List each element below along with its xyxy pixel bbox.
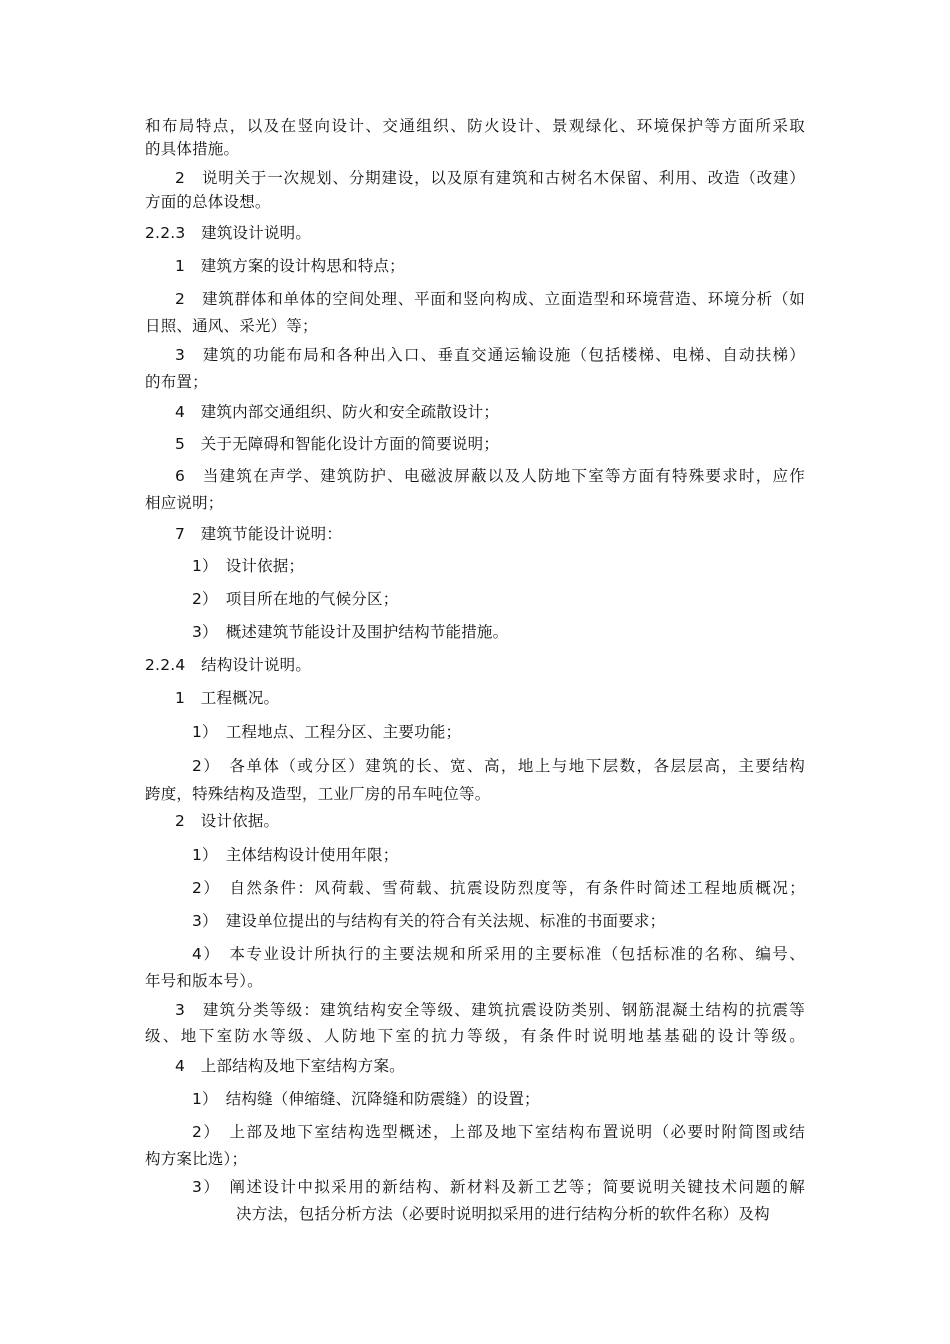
- text-line: 和布局特点，以及在竖向设计、交通组织、防火设计、景观绿化、环境保护等方面所采取: [145, 117, 805, 135]
- text-line: 2） 各单体（或分区）建筑的长、宽、高，地上与地下层数，各层层高，主要结构: [192, 757, 805, 775]
- section-heading: 2.2.3 建筑设计说明。: [145, 224, 312, 242]
- text-line: 级、地下室防水等级、人防地下室的抗力等级，有条件时说明地基基础的设计等级。: [145, 1027, 805, 1045]
- text-line: 3） 阐述设计中拟采用的新结构、新材料及新工艺等；简要说明关键技术问题的解: [192, 1178, 805, 1196]
- text-line: 日照、通风、采光）等；: [145, 317, 318, 335]
- text-line: 3 建筑的功能布局和各种出入口、垂直交通运输设施（包括楼梯、电梯、自动扶梯）: [175, 346, 805, 364]
- text-line: 3） 概述建筑节能设计及围护结构节能措施。: [192, 623, 509, 641]
- text-line: 1） 工程地点、工程分区、主要功能；: [192, 723, 462, 741]
- text-line: 的布置；: [145, 373, 208, 391]
- text-line: 2） 自然条件：风荷载、雪荷载、抗震设防烈度等，有条件时简述工程地质概况；: [192, 879, 805, 897]
- text-line: 方面的总体设想。: [145, 193, 271, 211]
- text-line: 2 设计依据。: [175, 812, 280, 830]
- text-line: 1） 结构缝（伸缩缝、沉降缝和防震缝）的设置；: [192, 1090, 540, 1108]
- text-line: 1） 设计依据；: [192, 557, 305, 575]
- text-line: 4 建筑内部交通组织、防火和安全疏散设计；: [175, 403, 500, 421]
- text-line: 2 说明关于一次规划、分期建设，以及原有建筑和古树名木保留、利用、改造（改建）: [175, 169, 805, 187]
- text-line: 构方案比选）；: [145, 1150, 248, 1168]
- text-line: 年号和版本号）。: [145, 972, 263, 990]
- text-line: 2） 项目所在地的气候分区；: [192, 590, 399, 608]
- text-line: 跨度，特殊结构及造型，工业厂房的吊车吨位等。: [145, 785, 491, 803]
- section-heading: 2.2.4 结构设计说明。: [145, 656, 312, 674]
- text-line: 4 上部结构及地下室结构方案。: [175, 1057, 405, 1075]
- text-line: 1） 主体结构设计使用年限；: [192, 846, 399, 864]
- text-line: 的具体措施。: [145, 140, 240, 158]
- text-line: 决方法，包括分析方法（必要时说明拟采用的进行结构分析的软件名称）及构: [236, 1205, 770, 1223]
- text-line: 5 关于无障碍和智能化设计方面的简要说明；: [175, 435, 500, 453]
- text-line: 2 建筑群体和单体的空间处理、平面和竖向构成、立面造型和环境营造、环境分析（如: [175, 290, 805, 308]
- text-line: 3） 建设单位提出的与结构有关的符合有关法规、标准的书面要求；: [192, 912, 666, 930]
- text-line: 3 建筑分类等级：建筑结构安全等级、建筑抗震设防类别、钢筋混凝土结构的抗震等: [175, 1001, 805, 1019]
- text-line: 2） 上部及地下室结构选型概述，上部及地下室结构布置说明（必要时附简图或结: [192, 1123, 805, 1141]
- text-line: 4） 本专业设计所执行的主要法规和所采用的主要标准（包括标准的名称、编号、: [192, 945, 805, 963]
- text-line: 6 当建筑在声学、建筑防护、电磁波屏蔽以及人防地下室等方面有特殊要求时，应作: [175, 467, 805, 485]
- text-line: 7 建筑节能设计说明：: [175, 525, 343, 543]
- text-line: 相应说明；: [145, 494, 224, 512]
- text-line: 1 建筑方案的设计构思和特点；: [175, 257, 405, 275]
- text-line: 1 工程概况。: [175, 689, 280, 707]
